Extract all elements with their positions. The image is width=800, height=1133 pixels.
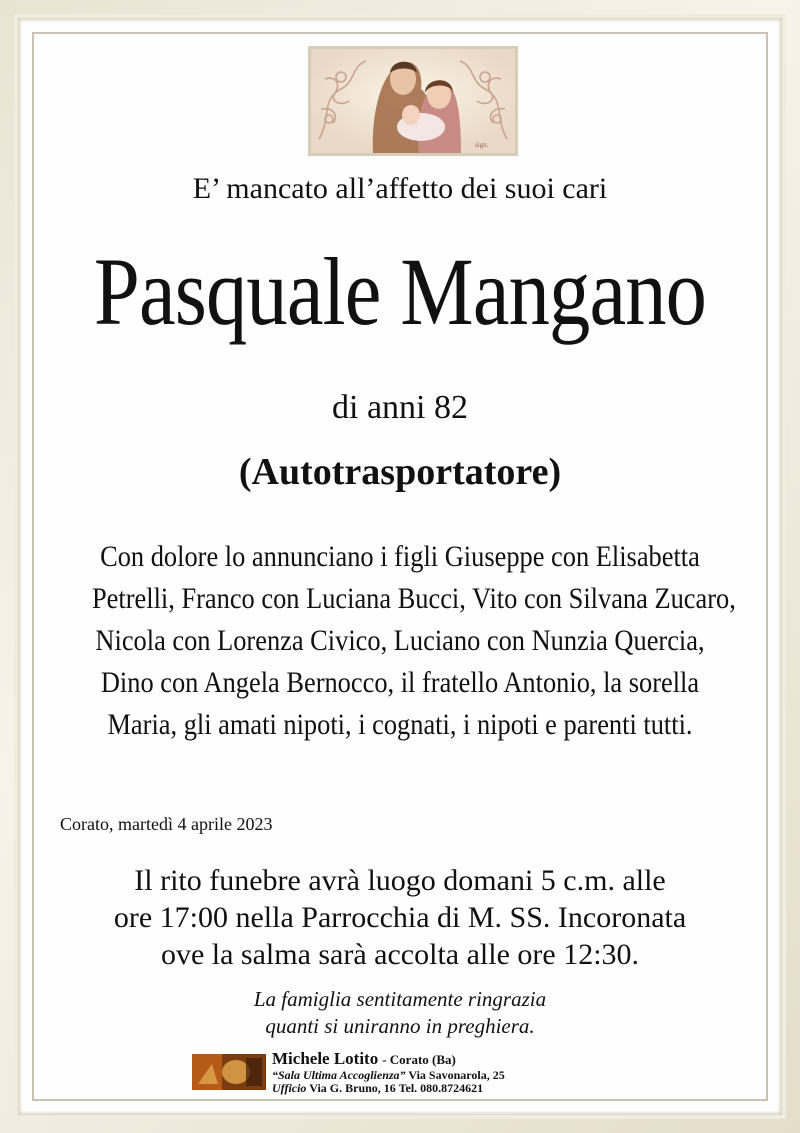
announcement-line: Con dolore lo annunciano i figli Giuseppe con Elisabetta [100, 540, 700, 573]
funeral-home-photo-icon [192, 1054, 266, 1090]
phone-number: Tel. 080.8724621 [398, 1081, 484, 1095]
funeral-line: ove la salma sarà accolta alle ore 12:30. [160, 938, 640, 971]
announcement-paragraph [50, 536, 750, 746]
thanks-line: La famiglia sentitamente ringrazia [253, 987, 547, 1011]
dateline: Corato, martedì 4 aprile 2023 [60, 814, 273, 834]
company-name: Michele Lotito [272, 1049, 379, 1068]
deceased-name: Pasquale Mangano [93, 238, 707, 345]
deceased-profession: (Autotrasportatore) [238, 451, 562, 493]
funeral-line: ore 17:00 nella Parrocchia di M. SS. Incoronata [113, 901, 687, 934]
thanks-line: quanti si uniranno in preghiera. [265, 1014, 535, 1038]
announcement-line: Maria, gli amati nipoti, i cognati, i nipoti e parenti tutti. [107, 708, 693, 741]
intro-text: E’ mancato all’affetto dei suoi cari [192, 172, 608, 205]
svg-text:sign.: sign. [475, 141, 489, 149]
funeral-home-info [272, 1049, 632, 1095]
hall-name: “Sala Ultima Accoglienza” [272, 1068, 406, 1082]
holy-family-image [308, 46, 518, 156]
holy-family-icon [311, 49, 515, 153]
company-location: - Corato (Ba) [382, 1052, 456, 1067]
thanks-text [0, 986, 800, 1040]
deceased-age: di anni 82 [332, 389, 468, 426]
funeral-line: Il rito funebre avrà luogo domani 5 c.m. alle [134, 864, 666, 897]
announcement-line: Nicola con Lorenza Civico, Luciano con Nunzia Quercia, [95, 624, 705, 657]
funeral-details [0, 862, 800, 973]
announcement-line: Petrelli, Franco con Luciana Bucci, Vito con Silvana Zucaro, [92, 582, 736, 615]
funeral-home-logo [192, 1054, 266, 1090]
office-address: Via G. Bruno, 16 [309, 1081, 396, 1095]
announcement-line: Dino con Angela Bernocco, il fratello Antonio, la sorella [100, 666, 700, 699]
hall-address: Via Savonarola, 25 [408, 1068, 505, 1082]
office-label: Ufficio [272, 1081, 307, 1095]
